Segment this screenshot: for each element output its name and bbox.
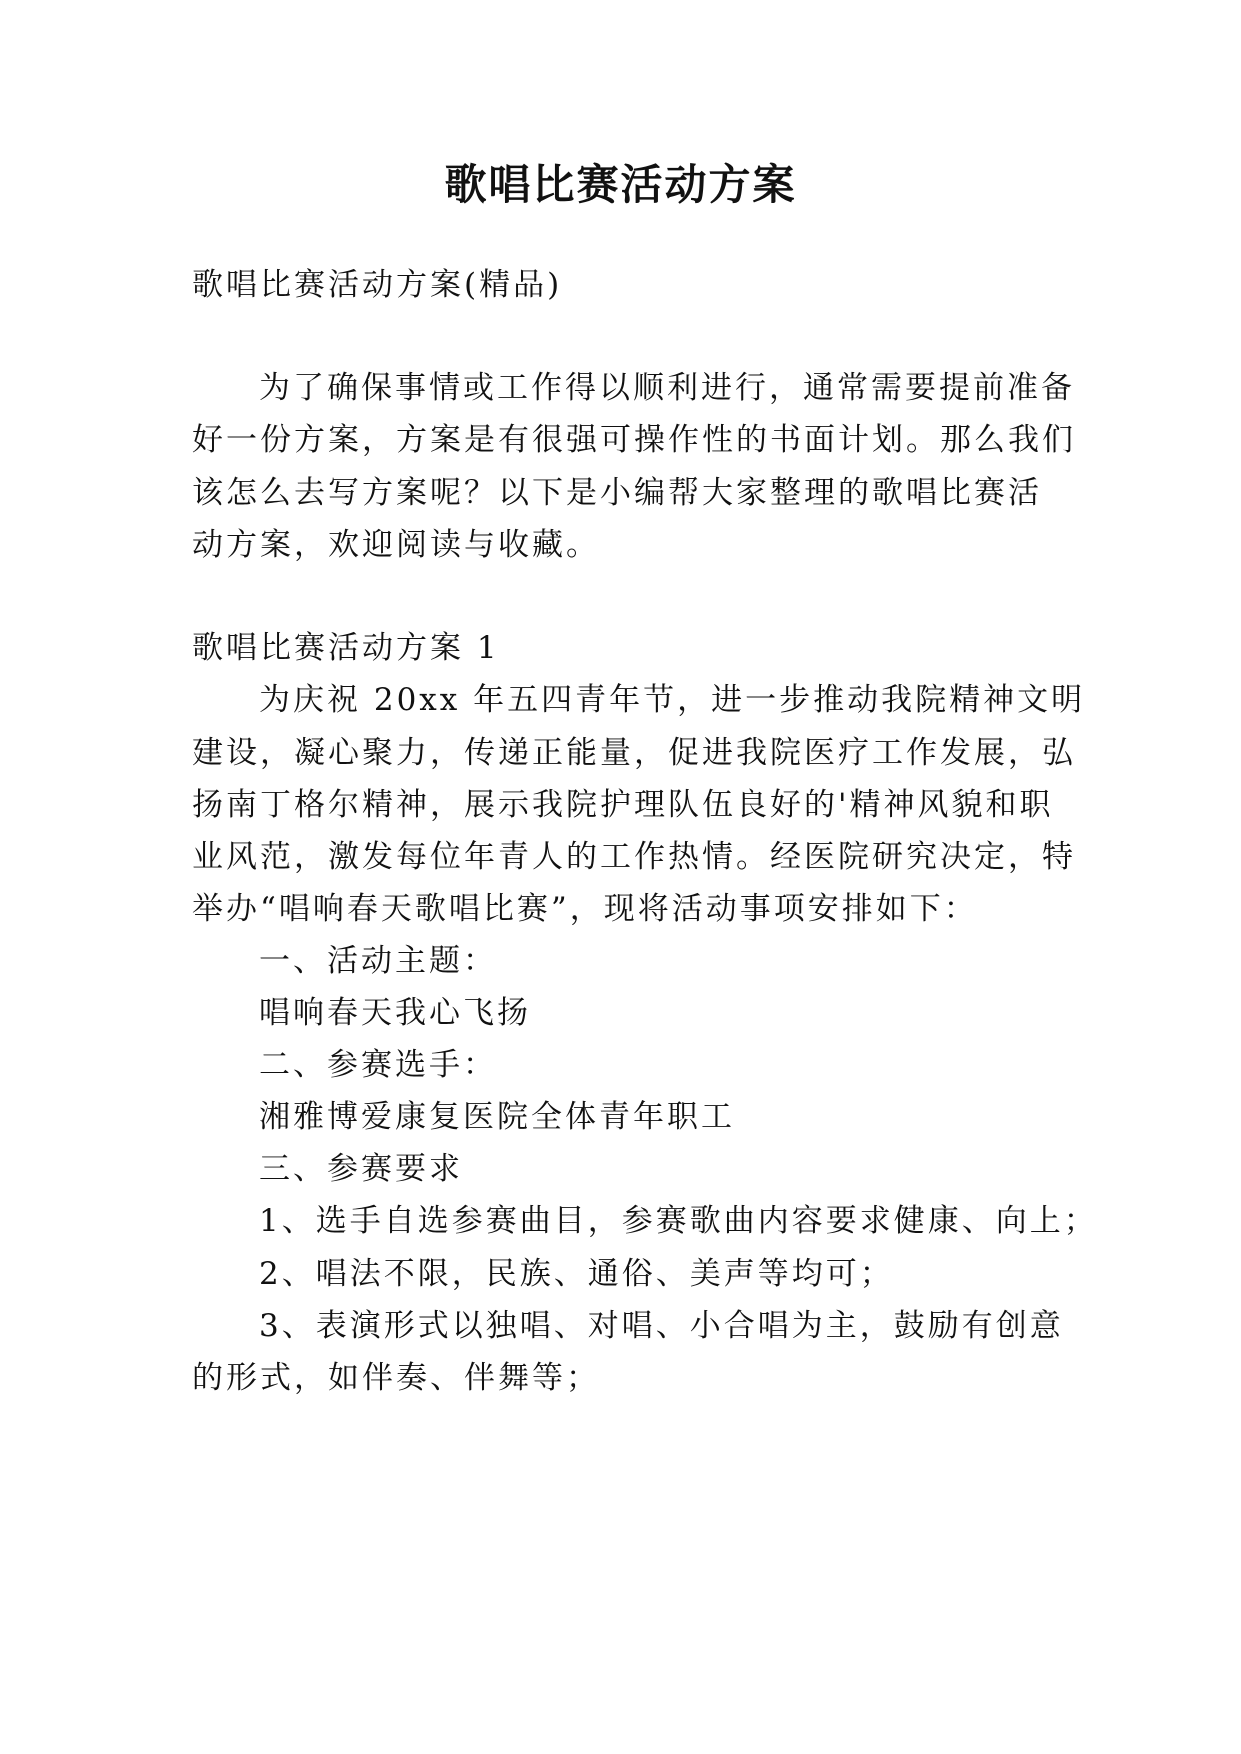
body-line-4: 业风范，激发每位年青人的工作热情。经医院研究决定，特 bbox=[192, 839, 1076, 875]
body-line-8: 二、参赛选手： bbox=[259, 1047, 497, 1083]
body-line-12: 2、唱法不限，民族、通俗、美声等均可； bbox=[259, 1256, 894, 1292]
intro-line-3: 该怎么去写方案呢？以下是小编帮大家整理的歌唱比赛活 bbox=[192, 475, 1042, 511]
intro-line-1: 为了确保事情或工作得以顺利进行，通常需要提前准备 bbox=[259, 370, 1075, 406]
document-title: 歌唱比赛活动方案 bbox=[444, 160, 797, 209]
intro-line-2: 好一份方案，方案是有很强可操作性的书面计划。那么我们 bbox=[192, 422, 1076, 458]
intro-line-4: 动方案，欢迎阅读与收藏。 bbox=[192, 527, 600, 563]
body-line-10: 三、参赛要求 bbox=[259, 1151, 463, 1187]
body-line-14: 的形式，如伴奏、伴舞等； bbox=[192, 1360, 600, 1396]
body-line-1: 为庆祝 20xx 年五四青年节，进一步推动我院精神文明 bbox=[259, 682, 1086, 718]
body-line-9: 湘雅博爱康复医院全体青年职工 bbox=[259, 1099, 735, 1135]
body-line-6: 一、活动主题： bbox=[259, 943, 497, 979]
document-subtitle: 歌唱比赛活动方案(精品) bbox=[192, 267, 563, 303]
body-line-7: 唱响春天我心飞扬 bbox=[259, 995, 531, 1031]
body-line-5: 举办“唱响春天歌唱比赛”，现将活动事项安排如下： bbox=[192, 891, 978, 927]
body-line-3: 扬南丁格尔精神，展示我院护理队伍良好的'精神风貌和职 bbox=[192, 787, 1054, 823]
body-line-2: 建设，凝心聚力，传递正能量，促进我院医疗工作发展，弘 bbox=[192, 735, 1076, 771]
body-line-13: 3、表演形式以独唱、对唱、小合唱为主，鼓励有创意 bbox=[259, 1308, 1064, 1344]
body-line-11: 1、选手自选参赛曲目，参赛歌曲内容要求健康、向上； bbox=[259, 1203, 1098, 1239]
section-heading: 歌唱比赛活动方案 1 bbox=[192, 630, 500, 666]
